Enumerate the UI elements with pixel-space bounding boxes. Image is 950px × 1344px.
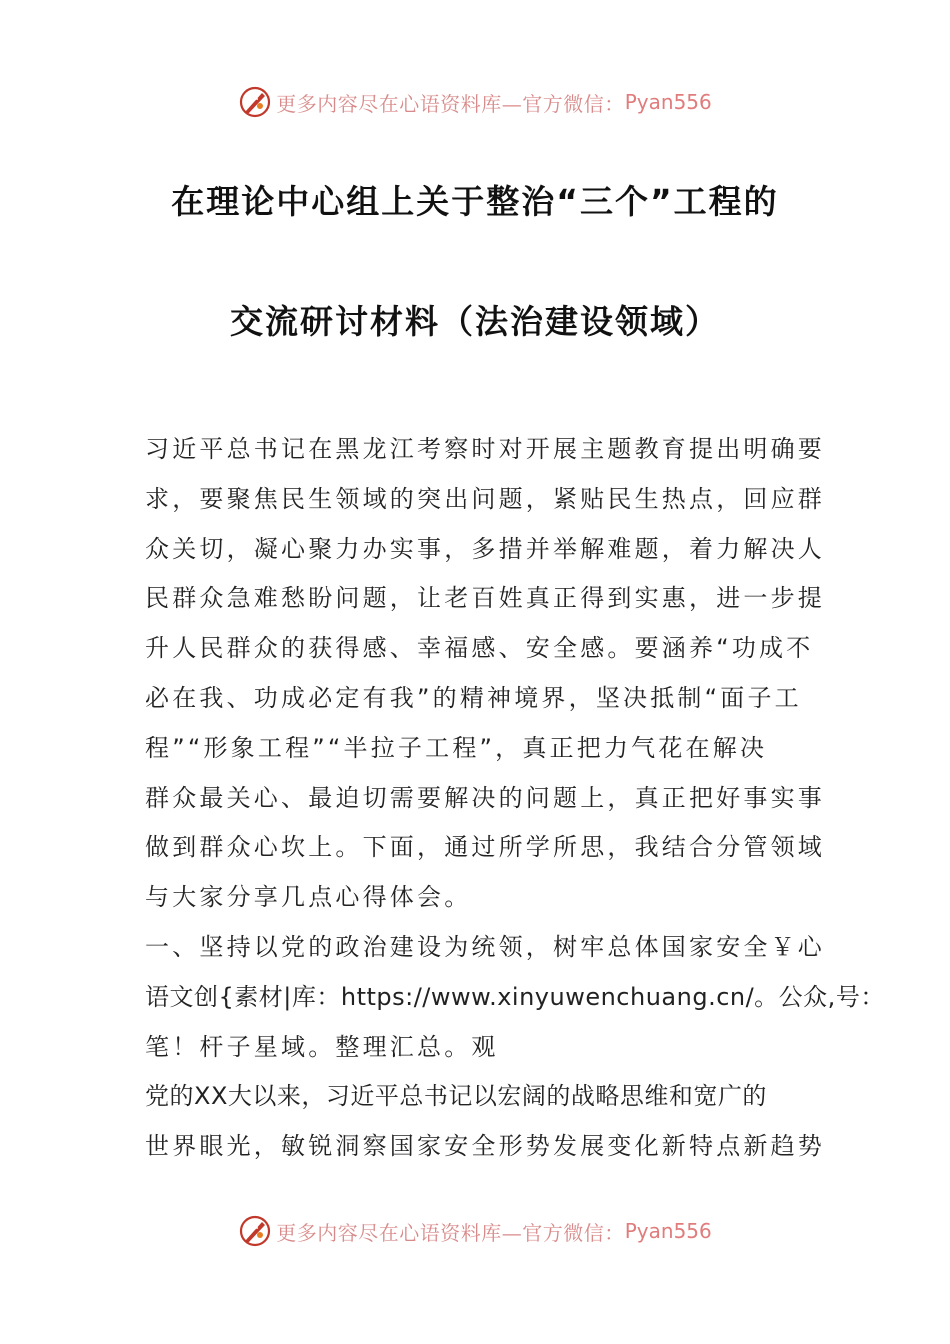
body-line: 民群众急难愁盼问题，让老百姓真正得到实惠，进一步提: [145, 584, 825, 613]
body-line: 习近平总书记在黑龙江考察时对开展主题教育提出明确要: [145, 435, 825, 463]
body-line: 必在我、功成必定有我”的精神境界，坚决抵制“面子工: [145, 683, 802, 712]
body-line: 世界眼光，敏锐洞察国家安全形势发展变化新特点新趋势: [145, 1132, 825, 1161]
header-watermark: [0, 82, 950, 122]
document-title-line-2: 交流研讨材料（法治建设领域）: [230, 302, 720, 341]
document-body: [145, 425, 885, 1172]
body-line: 升人民群众的获得感、幸福感、安全感。要涵养“功成不: [145, 634, 814, 663]
watermark-text: 更多内容尽在心语资料库—官方微信：: [276, 91, 625, 116]
watermark-wechat-id: Pyan556: [624, 90, 712, 114]
watermark-text: 更多内容尽在心语资料库—官方微信：: [276, 1220, 625, 1245]
body-line: 群众最关心、最迫切需要解决的问题上，真正把好事实事: [145, 783, 825, 812]
section-heading-line: 一、坚持以党的政治建设为统领，树牢总体国家安全￥心: [145, 932, 825, 961]
body-line: 党的XX大以来，习近平总书记以宏阔的战略思维和宽广的: [145, 1082, 767, 1111]
body-line: 程”“形象工程”“半拉子工程”，真正把力气花在解决: [145, 733, 768, 762]
body-line: 求，要聚焦民生领域的突出问题，紧贴民生热点，回应群: [145, 484, 825, 513]
body-line-with-link: 语文创{素材|库：https://www.xinyuwenchuang.cn/。公众,号：: [145, 982, 885, 1011]
quill-logo-icon: [238, 85, 272, 119]
body-line: 笔！杆子星域。整理汇总。观: [145, 1032, 499, 1061]
watermark-wechat-id: Pyan556: [624, 1219, 712, 1243]
footer-watermark: [0, 1211, 950, 1251]
quill-logo-icon: [238, 1214, 272, 1248]
document-title-line-1: 在理论中心组上关于整治“三个”工程的: [171, 182, 779, 221]
body-line: 与大家分享几点心得体会。: [145, 883, 472, 912]
body-line: 做到群众心坎上。下面，通过所学所思，我结合分管领域: [145, 833, 825, 862]
body-line: 众关切，凝心聚力办实事，多措并举解难题，着力解决人: [145, 534, 825, 563]
